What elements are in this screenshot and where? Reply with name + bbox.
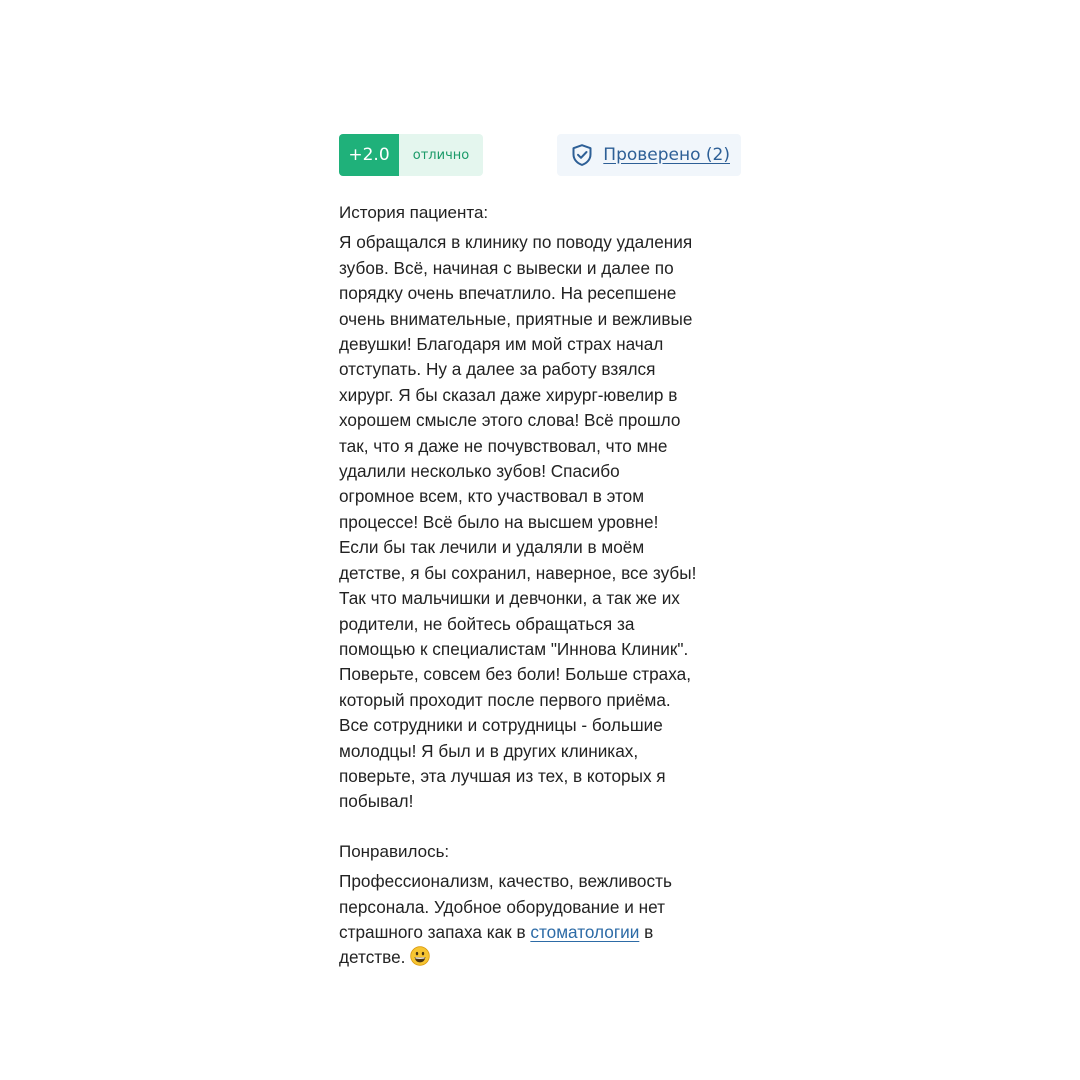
story-title: История пациента: — [339, 203, 489, 222]
rating-badge — [339, 134, 483, 176]
rating-score: +2.0 — [339, 134, 399, 176]
review-card — [339, 134, 741, 971]
grinning-face-icon — [410, 946, 430, 966]
dentistry-link[interactable]: стоматологии — [530, 921, 640, 942]
review-header — [339, 134, 741, 176]
verified-button[interactable] — [557, 134, 741, 176]
likes-text-after: в детстве. — [339, 921, 654, 968]
verified-link[interactable]: Проверено (2) — [603, 145, 730, 165]
rating-label: отлично — [399, 134, 483, 176]
likes-text-before: Профессионализм, качество, вежливость персонала. Удобное оборудование и нет страшного запаха как в — [339, 871, 672, 942]
likes-text — [339, 869, 741, 971]
shield-check-icon — [570, 143, 594, 167]
story-text: Я обращался в клинику по поводу удаления зубов. Всё, начиная с вывески и далее по порядку очень впечатлило. На ресепшене очень внимательные, приятные и вежливые девушки! Благодаря им мой страх начал отступать. Ну а далее за работу взялся хирург. Я бы сказал даже хирург-ювелир в хорошем смысле этого слова! Всё прошло так, что я даже не почувствовал, что мне удалили несколько зубов! Спасибо огромное всем, кто участвовал в этом процессе! Всё было на высшем уровне! Если бы так лечили и удаляли в моём детстве, я бы сохранил, наверное, все зубы! Так что мальчишки и девчонки, а так же их родители, не бойтесь обращаться за помощью к специалистам "Иннова Клиник". Поверьте, совсем без боли! Больше страха, который проходит после первого приёма. Все сотрудники и сотрудницы - большие молодцы! Я был и в других клиниках, поверьте, эта лучшая из тех, в которых я побывал! — [339, 232, 697, 812]
likes-title: Понравилось: — [339, 841, 450, 861]
